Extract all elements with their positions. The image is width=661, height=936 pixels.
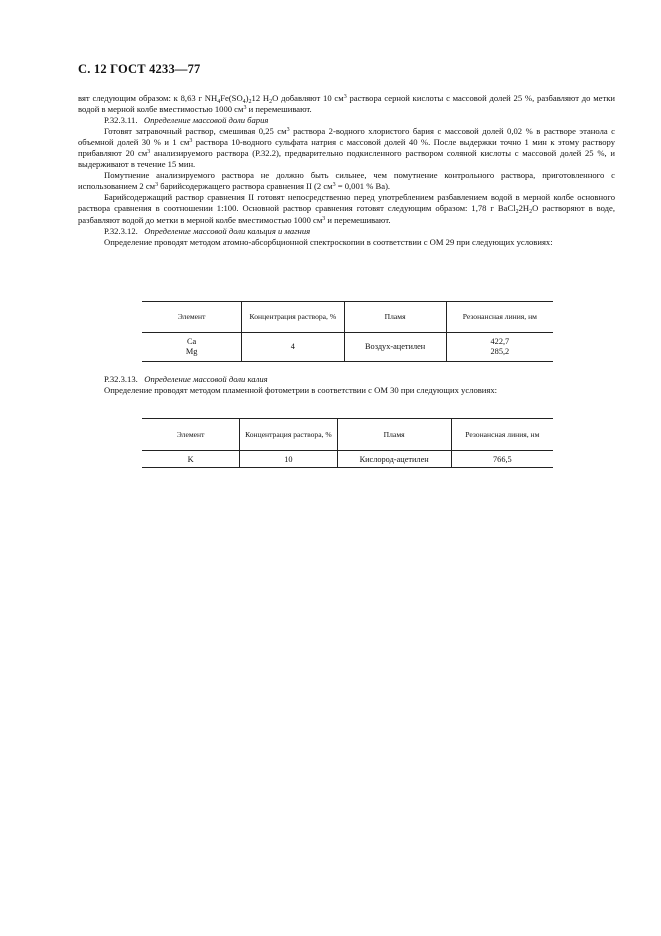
subscript: 2 [529,209,533,216]
table-row [142,333,553,362]
column-header-flame: Пламя [337,419,451,451]
column-header-element: Элемент [142,419,240,451]
superscript: 3 [147,149,151,156]
table-calcium-magnesium [142,301,553,362]
column-header-resonance-line: Резонансная линия, нм [451,419,553,451]
clause-title: Определение массовой доли кальция и магния [144,225,311,236]
cell-element: K [187,454,194,464]
superscript: 3 [155,182,159,189]
page-header: С. 12 ГОСТ 4233—77 [78,62,201,76]
text-run: Fe(SO [220,93,243,103]
superscript: 3 [189,138,193,145]
subscript: 4 [217,99,221,105]
paragraph-4 [78,192,615,225]
text-run: 2H [518,203,530,214]
superscript: 3 [332,182,336,189]
text-run: барийсодержащего раствора сравнения II (2 см [158,181,333,192]
clause-number: Р.32.3.12. [104,225,138,236]
cell-concentration: 4 [242,333,344,362]
element-mg: Mg [185,347,198,356]
text-run: Помутнение анализируемого раствора не должно быть сильнее, чем помутнение контрольного раствора, приготовленного с использованием 2 см [78,170,615,192]
body-text [78,93,615,248]
subscript: 4 [242,99,246,105]
superscript: 3 [343,94,347,100]
text-run: анализируемого раствора (Р.32.2), предварительно подкисленного раствором соляной кислоты с массовой долей 25 %, и выдерживают в течение 15 мин. [78,148,615,170]
table-row [142,451,553,468]
clause-title: Определение массовой доли бария [143,115,269,126]
text-run: O растворяют в воде, разбавляют водой до метки в мерной колбе вместимостью 1000 см [78,203,615,225]
paragraph-6: Определение проводят методом пламенной фотометрии в соответствии с ОМ 30 при следующих условиях: [104,385,498,396]
subscript: 2 [515,209,519,216]
text-run: 12 H [251,93,270,103]
table-header-row [142,419,553,451]
column-header-concentration: Концентрация раствора, % [240,419,337,451]
line-ca: 422,7 [490,337,510,346]
text-run: раствора 10-водного сульфата натрия с массовой долей 40 %. После выдержки точно 1 мин к этому раствору прибавляют 20 см [78,137,615,159]
text-run: раствора серной кислоты с массовой долей 25 %, разбавляют до метки водой в мерной колбе вместимостью 1000 см [78,93,616,115]
clause-number: Р.32.3.13. [104,374,138,384]
clause-heading-barium [78,115,615,126]
table-potassium [142,418,553,468]
body-text-2 [78,374,615,396]
clause-title: Определение массовой доли калия [144,374,268,384]
superscript: 3 [243,105,247,112]
text-run: = 0,001 % Ва). [335,181,391,192]
cell-flame: Воздух-ацетилен [344,333,446,362]
paragraph-5: Определение проводят методом атомно-абсорбционной спектроскопии в соответствии с ОМ 29 при следующих условиях: [104,236,553,247]
text-run: Готовят затравочный раствор, смешивая 0,25 см [104,126,287,137]
text-run: и перемешивают. [246,104,312,115]
subscript: 2 [269,99,273,105]
text-run: и перемешивают. [325,214,391,225]
column-header-concentration: Концентрация раствора, % [242,302,344,333]
cell-element [142,333,242,362]
cell-concentration: 10 [240,451,337,468]
column-header-flame: Пламя [344,302,446,333]
text-run: раствора 2-водного хлористого бария с массовой долей 0,02 % в растворе этанола с объемной долей 30 % и 1 см [78,126,615,148]
column-header-resonance-line: Резонансная линия, нм [446,302,553,333]
text-run: вят следующим образом: к 8,63 г NH [78,93,218,103]
cell-resonance-line [446,333,553,362]
paragraph-3 [78,170,615,192]
superscript: 3 [286,127,290,134]
cell-resonance-line: 766,5 [451,451,553,468]
text-run: ) [245,93,249,103]
element-ca: Ca [186,337,197,346]
clause-heading-potassium [78,374,615,385]
clause-number: Р.32.3.11. [104,115,138,126]
table-header-row [142,302,553,333]
paragraph-2 [78,126,615,170]
clause-heading-calcium-magnesium [78,226,615,237]
text-run: O добавляют 10 см [272,93,344,103]
superscript: 3 [322,215,326,222]
subscript: 2 [248,99,252,105]
paragraph-1 [78,93,615,115]
cell-flame: Кислород-ацетилен [337,451,451,468]
column-header-element: Элемент [142,302,242,333]
text-run: Барийсодержащий раствор сравнения II готовят непосредственно перед употреблением разбавлением водой в мерной колбе основного раствора сравнения в соотношении 1:100. Основной раствор сравнения готовят следующим образом: 1,78 г BaCl [78,192,615,214]
line-mg: 285,2 [490,347,510,356]
